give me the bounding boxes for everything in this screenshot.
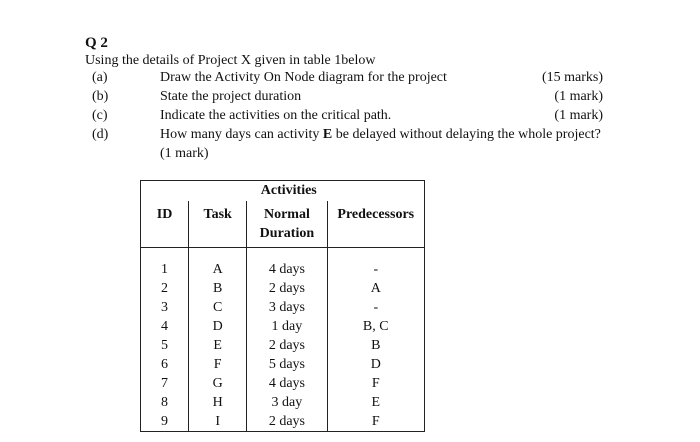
- part-marks: (1 mark): [554, 108, 603, 123]
- cell-id: 6: [141, 355, 189, 374]
- question-part-c: [0, 108, 700, 127]
- table-row: [141, 260, 425, 279]
- part-label: (a): [92, 70, 108, 85]
- part-text: Indicate the activities on the critical path.: [160, 108, 392, 123]
- question-part-a: [0, 70, 700, 89]
- table-header-row: [141, 201, 425, 248]
- table-row: [141, 412, 425, 432]
- cell-task: A: [189, 260, 247, 279]
- table-row: [141, 336, 425, 355]
- cell-task: B: [189, 279, 247, 298]
- part-label: (d): [92, 127, 109, 142]
- spacer-cell: [327, 248, 424, 261]
- group-header-activities: Activities: [247, 181, 425, 202]
- cell-predecessors: E: [327, 393, 424, 412]
- cell-duration: 1 day: [247, 317, 327, 336]
- cell-duration: 2 days: [247, 279, 327, 298]
- cell-id: 2: [141, 279, 189, 298]
- cell-predecessors: B, C: [327, 317, 424, 336]
- cell-task: F: [189, 355, 247, 374]
- header-duration-line1: Normal: [263, 207, 310, 222]
- cell-id: 8: [141, 393, 189, 412]
- spacer-cell: [189, 248, 247, 261]
- table-spacer-row: [141, 248, 425, 261]
- blank-header-cell: [189, 181, 247, 202]
- spacer-cell: [141, 248, 189, 261]
- part-text-after: be delayed without delaying the whole project?: [332, 127, 601, 142]
- question-intro: Using the details of Project X given in table 1below: [85, 53, 376, 68]
- part-label: (c): [92, 108, 108, 123]
- question-number: Q 2: [85, 35, 108, 51]
- question-part-b: [0, 89, 700, 108]
- cell-duration: 3 day: [247, 393, 327, 412]
- cell-predecessors: D: [327, 355, 424, 374]
- table-row: [141, 374, 425, 393]
- cell-predecessors: -: [327, 298, 424, 317]
- header-predecessors: Predecessors: [327, 201, 424, 248]
- part-label: (b): [92, 89, 109, 104]
- part-text-before: How many days can activity: [160, 127, 323, 142]
- part-text: State the project duration: [160, 89, 302, 104]
- table-row: [141, 317, 425, 336]
- header-id: ID: [141, 201, 189, 248]
- cell-predecessors: F: [327, 374, 424, 393]
- blank-header-cell: [141, 181, 189, 202]
- header-task: Task: [189, 201, 247, 248]
- cell-task: D: [189, 317, 247, 336]
- cell-id: 7: [141, 374, 189, 393]
- cell-id: 5: [141, 336, 189, 355]
- cell-task: C: [189, 298, 247, 317]
- cell-duration: 4 days: [247, 260, 327, 279]
- cell-task: H: [189, 393, 247, 412]
- cell-id: 9: [141, 412, 189, 432]
- header-normal-duration: [247, 201, 327, 248]
- part-text: [160, 127, 601, 143]
- cell-duration: 2 days: [247, 412, 327, 432]
- part-text-bold: E: [322, 127, 333, 142]
- cell-id: 4: [141, 317, 189, 336]
- cell-duration: 5 days: [247, 355, 327, 374]
- cell-duration: 2 days: [247, 336, 327, 355]
- cell-id: 1: [141, 260, 189, 279]
- part-marks: (15 marks): [541, 70, 603, 85]
- part-marks: (1 mark): [160, 146, 209, 161]
- cell-predecessors: -: [327, 260, 424, 279]
- cell-id: 3: [141, 298, 189, 317]
- cell-task: E: [189, 336, 247, 355]
- cell-duration: 3 days: [247, 298, 327, 317]
- cell-predecessors: A: [327, 279, 424, 298]
- cell-predecessors: F: [327, 412, 424, 432]
- table-row: [141, 393, 425, 412]
- cell-task: G: [189, 374, 247, 393]
- part-text: Draw the Activity On Node diagram for the project: [160, 70, 447, 85]
- activities-table: [140, 180, 425, 432]
- table-row: [141, 355, 425, 374]
- cell-duration: 4 days: [247, 374, 327, 393]
- question-part-d-marks: [0, 146, 700, 165]
- table-row: [141, 298, 425, 317]
- spacer-cell: [247, 248, 327, 261]
- part-marks: (1 mark): [554, 89, 603, 104]
- table-row: [141, 279, 425, 298]
- cell-task: I: [189, 412, 247, 432]
- header-duration-line2: Duration: [259, 226, 315, 241]
- cell-predecessors: B: [327, 336, 424, 355]
- question-part-d: [0, 127, 700, 146]
- table-group-header-row: [141, 181, 425, 202]
